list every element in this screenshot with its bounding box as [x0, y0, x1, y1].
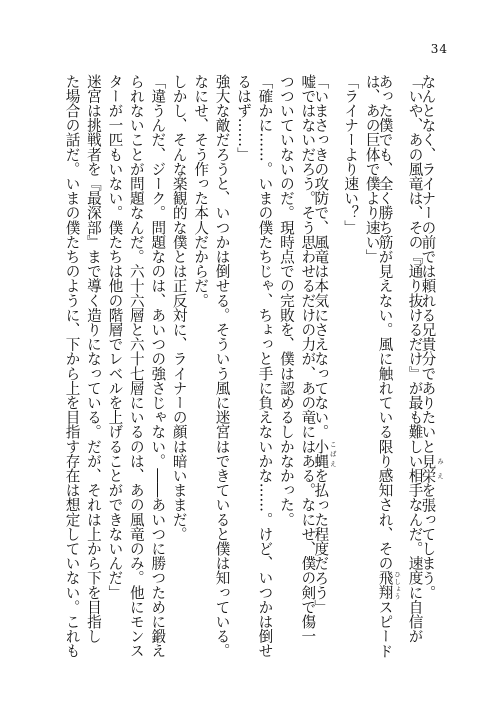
text-segment: なにせ、そう作った本人だからだ。: [192, 74, 210, 308]
text-column-10: [236, 74, 252, 654]
text-segment: 「いまさっきの攻防で、風竜は本気にさえなってない。小蝿 こばえを払った程度だろう」: [312, 74, 337, 615]
text-column-6: [312, 74, 337, 654]
text-segment: は、あの巨体で僕より速い」: [363, 74, 381, 264]
text-segment: られないことが問題なんだ。六十六層と六十七層にいるのは、あの風竜のみ。他にモンス: [127, 74, 145, 658]
text-segment: ターが一匹もいない。僕たちは他の階層でレベルを上げることができないんだ」: [106, 74, 124, 600]
text-column-5: [343, 74, 359, 654]
text-column-16: [107, 74, 123, 654]
text-column-13: [171, 74, 187, 654]
text-column-12: [193, 74, 209, 654]
text-column-18: [63, 74, 81, 658]
text-column-11: [213, 74, 231, 658]
text-segment: なんとなく、ライナーの前では頼れる兄貴分でありたいと見栄 みえを張ってしまう。: [419, 74, 444, 600]
text-segment: あった僕でも、全く勝ち筋が見えない。風に触れている限り感知され、その飛翔 ひしょうスピード: [376, 74, 402, 659]
text-column-9: [256, 74, 274, 658]
text-column-14: [149, 74, 167, 658]
text-segment: 「確かに……。いまの僕たちじゃ、ちょっと手に負えないかな……。けど、いつかは倒せ: [256, 74, 274, 658]
text-column-1: [419, 74, 444, 654]
text-segment: 「いや、あの風竜は、その『通り抜けるだけ』が最も難しい相手なんだ。速度に自信が: [406, 74, 424, 644]
text-segment: るはず……」: [235, 74, 252, 162]
text-column-8: [278, 74, 294, 654]
text-segment: た場合の話だ。いまの僕たちのように、下から上を目指す存在は想定していない。これも: [63, 74, 81, 658]
text-column-3: [376, 74, 402, 659]
page-number: 34: [430, 42, 448, 56]
text-column-17: [85, 74, 101, 654]
text-segment: 嘘ではないだろう。そう思わせるだけの力が、あの竜にはある。なにせ、僕の剣で傷一: [299, 74, 317, 644]
text-segment: つついていないのだ。現時点での完敗を、僕は認めるしかなかった。: [277, 74, 295, 527]
text-column-15: [127, 74, 145, 658]
text-segment: 「ライナーより速い？」: [342, 74, 360, 235]
text-segment: 迷宮は挑戦者を『最深部』まで導く造りになっている。だが、それは上から下を目指し: [84, 74, 102, 644]
text-segment: 「違うんだ、ジーク。問題なのは、あいつの強さじゃない。――あいつに勝つために鍛え: [149, 74, 167, 658]
text-segment: しかし、そんな楽観的な僕とは正反対に、ライナーの顔は暗いままだ。: [170, 74, 188, 542]
text-segment: 強大な敵だろうと、いつかは倒せる。そういう風に迷宮はできていると僕は知っている。: [213, 74, 231, 658]
body-text: [63, 74, 444, 659]
